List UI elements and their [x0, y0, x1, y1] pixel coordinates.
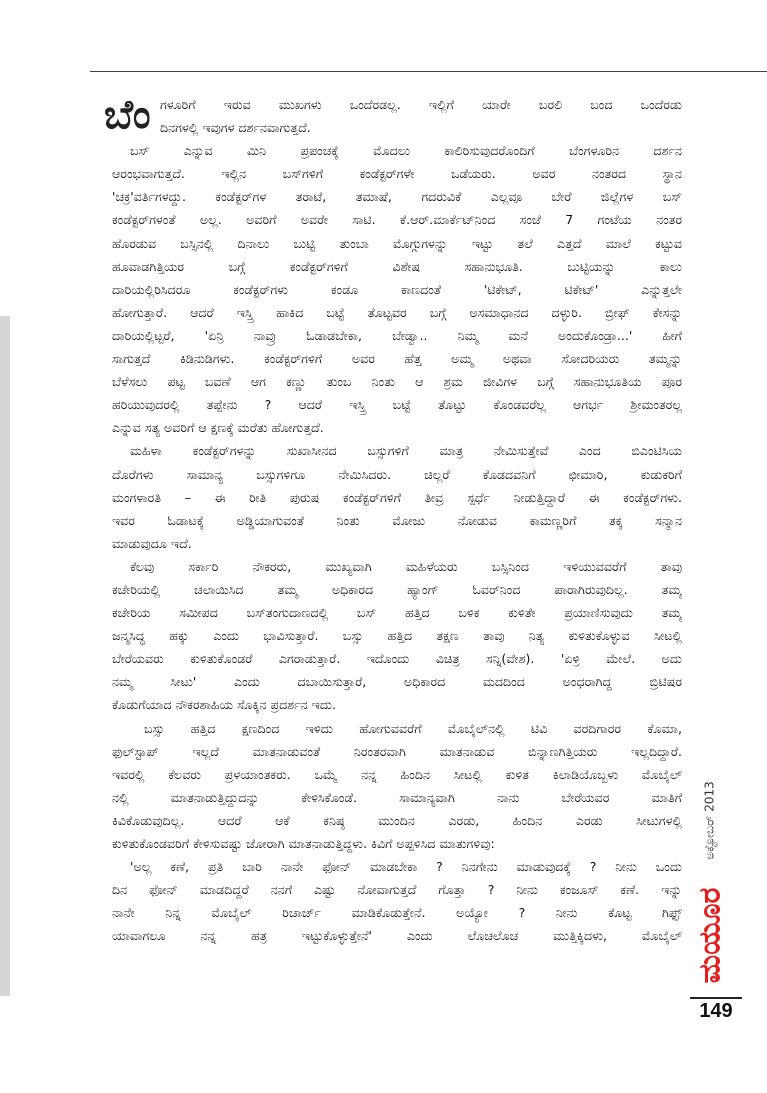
text-line: ಬಸ್ಸು ಹತ್ತಿದ ಕ್ಷಣದಿಂದ ಇಳಿದು ಹೋಗುವವರೆಗೆ ಮೊಬೈಲ್‌ನಲ್ಲಿ ಟಿವಿ ವರದಿಗಾರರ ಕೊಮಾ, [144, 720, 682, 736]
text-line: ಯಾವಾಗಲೂ ನನ್ನ ಹತ್ರ ಇಟ್ಟುಕೊಳ್ಳುತ್ತೇನೆ' ಎಂದು ಲೊಚಲೊಚ ಮುತ್ತಿಕ್ಕಿದಳು, ಮೊಬೈಲ್ [112, 928, 682, 944]
text-line: ಕೆಲವು ಸರ್ಕಾರಿ ನೌಕರರು, ಮುಖ್ಯವಾಗಿ ಮಹಿಳೆಯರು ಬಸ್ಸಿನಿಂದ ಇಳಿಯುವವರೆಗೆ ತಾವು [130, 558, 682, 574]
page-edge-shadow [0, 316, 10, 996]
text-line: ದಿನಗಳಲ್ಲಿ ಇವುಗಳ ದರ್ಶನವಾಗುತ್ತದೆ. [160, 120, 311, 136]
text-line: 'ಚಕ್ರ'ವರ್ತಿಗಳದ್ದು. ಕಂಡೆಕ್ಟರ್‌ಗಳ ತರಾಟೆ, ತಮಾಷೆ, ಗದರುವಿಕೆ ಎಲ್ಲವೂ ಬೇರೆ ಜಿಲ್ಲೆಗಳ ಬಸ್ [112, 189, 682, 205]
issue-date: ಅಕ್ಟೋಬರ್ 2013 [702, 780, 717, 860]
text-line: ಹರಿಯುವುದರಲ್ಲಿ ತಪ್ಪೇನು ? ಆದರೆ ಇಸ್ತ್ರಿ ಬಟ್ಟೆ ತೊಟ್ಟು ಕೊಂಡವರೆಲ್ಲ ಆಗರ್ಭ ಶ್ರೀಮಂತರಲ್ಲ [112, 397, 682, 413]
text-line: ಹೊರಡುವ ಬಸ್ಸಿನಲ್ಲಿ ದಿನಾಲು ಬುಟ್ಟಿ ತುಂಬಾ ಮೊಗ್ಗುಗಳನ್ನು ಇಟ್ಟು ತಲೆ ಎತ್ತದೆ ಮಾಲೆ ಕಟ್ಟುವ [112, 235, 682, 251]
text-line: ಮಂಗಳಾರತಿ – ಈ ರೀತಿ ಪುರುಷ ಕಂಡೆಕ್ಟರ್‌ಗಳಿಗೆ ತೀವ್ರ ಸ್ಪರ್ಧೆ ನೀಡುತ್ತಿದ್ದಾರೆ ಈ ಕಂಡೆಕ್ಟರ್‌ಗಳು. [112, 489, 682, 505]
text-line: ದಾರಿಯಲ್ಲಿರಿಸಿದರೂ ಕಂಡೆಕ್ಟರ್‌ಗಳು ಕಂಡೂ ಕಾಣದಂತೆ 'ಟಿಕೇಟ್, ಟಿಕೇಟ್' ಎನ್ನುತ್ತಲೇ [112, 281, 682, 297]
page-number: 149 [699, 1000, 733, 1022]
drop-cap: ಬೆಂ [104, 91, 151, 138]
text-line: ಕುಳಿತುಕೊಂಡವರಿಗೆ ಕೇಳಿಸುವಷ್ಟು ಜೋರಾಗಿ ಮಾತನಾಡುತ್ತಿದ್ದಳು. ಕಿವಿಗೆ ಅಪ್ಪಳಿಸಿದ ಮಾತುಗಳಿವು: [112, 836, 495, 851]
text-line: ಇವರಲ್ಲಿ ಕೆಲವರು ಪ್ರಳಯಾಂತಕರು. ಒಮ್ಮೆ ನನ್ನ ಹಿಂದಿನ ಸೀಟಲ್ಲಿ ಕುಳಿತ ಕಿಲಾಡಿಯೊಬ್ಬಳು ಮೊಬೈಲ್ [112, 766, 682, 782]
text-line: ಮಾಡುವುದೂ ಇದೆ. [112, 535, 192, 551]
text-line: ಆರಂಭವಾಗುತ್ತದೆ. ಇಲ್ಲಿನ ಬಸ್‌ಗಳಿಗೆ ಕಂಡೆಕ್ಟರ್‌ಗಳೇ ಒಡೆಯರು. ಅವರ ನಂತರದ ಸ್ಥಾನ [112, 166, 682, 182]
text-line: 'ಅಲ್ಲ ಕಣೆ, ಪ್ರತಿ ಬಾರಿ ನಾನೇ ಫೋನ್ ಮಾಡಬೇಕಾ ? ನಿನಗೇನು ಮಾಡುವುದಕ್ಕೆ ? ನೀನು ಒಂದು [130, 859, 682, 875]
text-line: ನಾನೇ ನಿನ್ನ ಮೊಬೈಲ್ ರಿಚಾರ್ಜ್ ಮಾಡಿಕೊಡುತ್ತೇನೆ. ಅಯ್ಯೋ ? ನೀನು ಕೊಟ್ಟ ಗಿಫ್ಟ್ [112, 905, 682, 921]
text-line: ನಲ್ಲಿ ಮಾತನಾಡುತ್ತಿದ್ದುದನ್ನು ಕೇಳಿಸಿಕೊಂಡೆ. ಸಾಮಾನ್ಯವಾಗಿ ನಾನು ಬೇರೆಯವರ ಮಾತಿಗೆ [112, 789, 682, 805]
text-line: ಬೇರೆಯವರು ಕುಳಿತುಕೊಂಡರೆ ಎಗರಾಡುತ್ತಾರೆ. ಇದೊಂದು ವಿಚಿತ್ರ ಸನ್ನಿ(ವೇಶ). 'ಏಳ್ರಿ ಮೇಲೆ. ಅದು [112, 651, 682, 667]
text-line: ದಾರಿಯಲ್ಲಿಟ್ಟರೆ, 'ಏನ್ರಿ ನಾವ್ರು ಓಡಾಡಬೇಕಾ, ಬೇಡ್ವಾ.. ನಿಮ್ಮ ಮನೆ ಅಂದುಕೊಂಡ್ರಾ...' ಹೀಗೆ [112, 327, 682, 343]
text-line: ಜನ್ಮಸಿದ್ಧ ಹಕ್ಕು ಎಂದು ಭಾವಿಸುತ್ತಾರೆ. ಬಸ್ಸು ಹತ್ತಿದ ತಕ್ಷಣ ತಾವು ನಿತ್ಯ ಕುಳಿತುಕೊಳ್ಳುವ ಸೀಟಲ್ಲಿ [112, 628, 682, 644]
text-line: ಹೂವಾಡಗಿತ್ತಿಯರ ಬಗ್ಗೆ ಕಂಡೆಕ್ಟರ್‌ಗಳಿಗೆ ವಿಶೇಷ ಸಹಾನುಭೂತಿ. ಬುಟ್ಟಿಯನ್ನು ಕಾಲು [112, 258, 682, 274]
text-line: ಎನ್ನುವ ಸತ್ಯ ಅವರಿಗೆ ಆ ಕ್ಷಣಕ್ಕೆ ಮರೆತು ಹೋಗುತ್ತದೆ. [112, 420, 324, 436]
text-line: ಕಚೇರಿಯ ಸಮೀಪದ ಬಸ್‌ತಂಗುದಾಣದಲ್ಲಿ ಬಸ್ ಹತ್ತಿದ ಬಳಿಕ ಕುಳಿತೇ ಪ್ರಯಾಣಿಸುವುದು ತಮ್ಮ [112, 605, 682, 621]
text-line: ಹೋಗುತ್ತಾರೆ. ಆದರೆ ಇಸ್ತ್ರಿ ಹಾಕಿದ ಬಟ್ಟೆ ತೊಟ್ಟವರ ಬಗ್ಗೆ ಅಸಮಾಧಾನದ ದಳ್ಳುರಿ. ಬ್ರೀಫ್ ಕೇಸನ್ನು [112, 304, 682, 320]
text-line: ಇವರ ಓಡಾಟಕ್ಕೆ ಅಡ್ಡಿಯಾಗುವಂತೆ ನಿಂತು ಮೋಜು ನೋಡುವ ಕಾಮಣ್ಣರಿಗೆ ತಕ್ಕ ಸನ್ಮಾನ [112, 512, 682, 528]
text-line: ಕೊಡುಗೆಯಾದ ನೌಕರಶಾಹಿಯ ಸೊಕ್ಕಿನ ಪ್ರದರ್ಶನ ಇದು. [112, 697, 336, 713]
top-rule [90, 71, 767, 72]
text-line: ಫುಲ್‌ಸ್ಟಾಪ್ ಇಲ್ಲದೆ ಮಾತನಾಡುವಂತೆ ನಿರಂತರವಾಗಿ ಮಾತನಾಡುವ ಬಿನ್ನಾಣಗಿತ್ತಿಯರು ಇಲ್ಲದಿದ್ದಾರೆ. [112, 743, 682, 759]
opening-paragraph [104, 91, 682, 139]
text-line: ಮಹಿಳಾ ಕಂಡೆಕ್ಟರ್‌ಗಳನ್ನು ಸುಖಾಸೀನದ ಬಸ್ಸುಗಳಿಗೆ ಮಾತ್ರ ನೇಮಿಸುತ್ತೇವೆ ಎಂದ ಬಿಎಂಟಿಸಿಯ [130, 443, 682, 459]
text-line: ನಮ್ಮ ಸೀಟು' ಎಂದು ದಬಾಯಿಸುತ್ತಾರೆ, ಅಧಿಕಾರದ ಮದದಿಂದ ಅಂಧರಾಗಿದ್ದ ಬ್ರಿಟಿಷರ [112, 674, 682, 690]
magazine-logo: ಮಯೂರ [692, 887, 728, 983]
text-line: ದೊರೆಗಳು ಸಾಮಾನ್ಯ ಬಸ್ಸುಗಳಿಗೂ ನೇಮಿಸಿದರು. ಚಿಲ್ಲರೆ ಕೊಡದವನಿಗೆ ಛೀಮಾರಿ, ಕುಡುಕರಿಗೆ [112, 466, 682, 482]
body-text [112, 139, 682, 947]
text-line: ಕಿವಿಕೊಡುವುದಿಲ್ಲ. ಆದರೆ ಆಕೆ ಕನಿಷ್ಠ ಮುಂದಿನ ಎರಡು, ಹಿಂದಿನ ಎರಡು ಸೀಟುಗಳಲ್ಲಿ [112, 812, 682, 828]
article-body [104, 91, 682, 947]
text-line: ಕಂಡೆಕ್ಟರ್‌ಗಳಂತೆ ಅಲ್ಲ. ಅವರಿಗೆ ಅವರೇ ಸಾಟಿ. ಕೆ.ಆರ್.ಮಾರ್ಕೆಟ್‌ನಿಂದ ಸಂಜೆ 7 ಗಂಟೆಯ ನಂತರ [112, 212, 682, 228]
footer-rule [690, 997, 742, 999]
text-line: ಗಳೂರಿಗೆ ಇರುವ ಮುಖಗಳು ಒಂದೆರಡಲ್ಲ. ಇಲ್ಲಿಗೆ ಯಾರೇ ಬರಲಿ ಬಂದ ಒಂದೆರಡು [160, 97, 682, 112]
text-line: ಸಾಗುತ್ತದೆ ಕಿಡಿನುಡಿಗಳು. ಕಂಡೆಕ್ಟರ್‌ಗಳಿಗೆ ಅವರ ಹೆತ್ತ ಅಮ್ಮ ಅಥವಾ ಸೋದರಿಯರು ತಮ್ಮನ್ನು [112, 351, 682, 367]
text-line: ದಿನ ಫೋನ್ ಮಾಡದಿದ್ದರೆ ನನಗೆ ಎಷ್ಟು ನೋವಾಗುತ್ತದೆ ಗೊತ್ತಾ ? ನೀನು ಕಂಜೂಸ್ ಕಣೆ. ಇನ್ನು [112, 882, 682, 898]
text-line: ಬೆಳೆಸಲು ಪಟ್ಟ ಬವಣೆ ಆಗ ಕಣ್ಣು ತುಂಬ ನಿಂತು ಆ ಶ್ರಮ ಜೀವಿಗಳ ಬಗ್ಗೆ ಸಹಾನುಭೂತಿಯ ಪೂರ [112, 374, 682, 390]
text-line: ಬಸ್ ಎನ್ನುವ ಮಿನಿ ಪ್ರಪಂಚಕ್ಕೆ ಮೊದಲು ಕಾಲಿರಿಸುವುದರೊಂದಿಗೆ ಬೆಂಗಳೂರಿನ ದರ್ಶನ [130, 143, 682, 159]
text-line: ಕಚೇರಿಯಲ್ಲಿ ಚಲಾಯಿಸಿದ ತಮ್ಮ ಅಧಿಕಾರದ ಹ್ಯಾಂಗ್ ಓವರ್‌ನಿಂದ ಪಾರಾಗಿರುವುದಿಲ್ಲ. ತಮ್ಮ [112, 581, 682, 597]
